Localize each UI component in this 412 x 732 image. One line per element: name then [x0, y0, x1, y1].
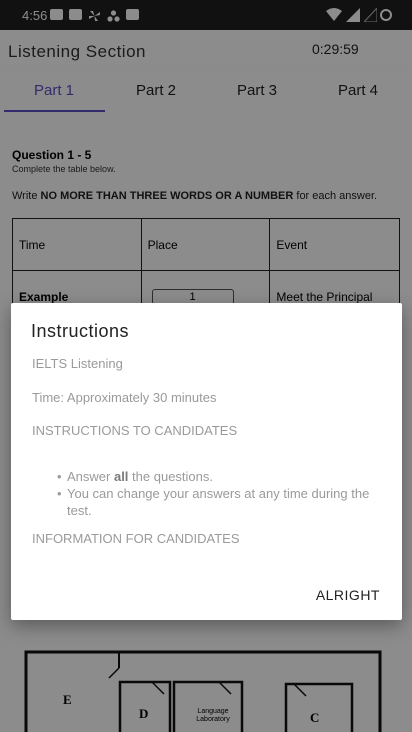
- dialog-section-information: INFORMATION FOR CANDIDATES: [32, 531, 240, 546]
- list-item: • Answer all the questions.: [57, 469, 213, 484]
- dialog-title: Instructions: [31, 321, 130, 341]
- room-label-e: E: [63, 692, 72, 707]
- dialog-section-instructions: INSTRUCTIONS TO CANDIDATES: [32, 423, 238, 438]
- tab-part-1[interactable]: Part 1: [33, 82, 75, 99]
- countdown-timer: 0:29:59: [312, 41, 359, 57]
- instruction-suffix: for each answer.: [293, 190, 378, 202]
- event-cell: Meet the Principal: [270, 271, 400, 323]
- dialog-test-name: IELTS Listening: [32, 356, 123, 371]
- instruction-prefix: Write: [12, 190, 41, 202]
- status-time: 4:56: [22, 8, 48, 23]
- instructions-dialog: [11, 303, 402, 620]
- table-header-place: Place: [141, 219, 270, 271]
- tab-part-4[interactable]: Part 4: [337, 82, 379, 99]
- instruction-emphasis: NO MORE THAN THREE WORDS OR A NUMBER: [40, 190, 294, 202]
- dialog-instruction-list: [57, 468, 387, 519]
- tab-part-2[interactable]: Part 2: [135, 82, 177, 99]
- room-label-language-lab: Language Laboratory: [196, 708, 230, 723]
- room-label-c: C: [310, 710, 320, 725]
- list-item: • You can change your answers at any time during the test.: [57, 486, 370, 518]
- table-header-time: Time: [13, 219, 142, 271]
- table-header-event: Event: [270, 219, 400, 271]
- example-label: Example: [13, 271, 142, 323]
- page-title: Listening Section: [8, 42, 146, 61]
- answer-input-1[interactable]: 1: [152, 289, 234, 305]
- room-label-d: D: [139, 706, 149, 721]
- question-subtitle: Complete the table below.: [12, 164, 116, 174]
- tab-part-3[interactable]: Part 3: [236, 82, 278, 99]
- question-title: Question 1 - 5: [12, 148, 92, 162]
- alright-button[interactable]: ALRIGHT: [315, 587, 380, 603]
- dialog-duration: Time: Approximately 30 minutes: [32, 390, 217, 405]
